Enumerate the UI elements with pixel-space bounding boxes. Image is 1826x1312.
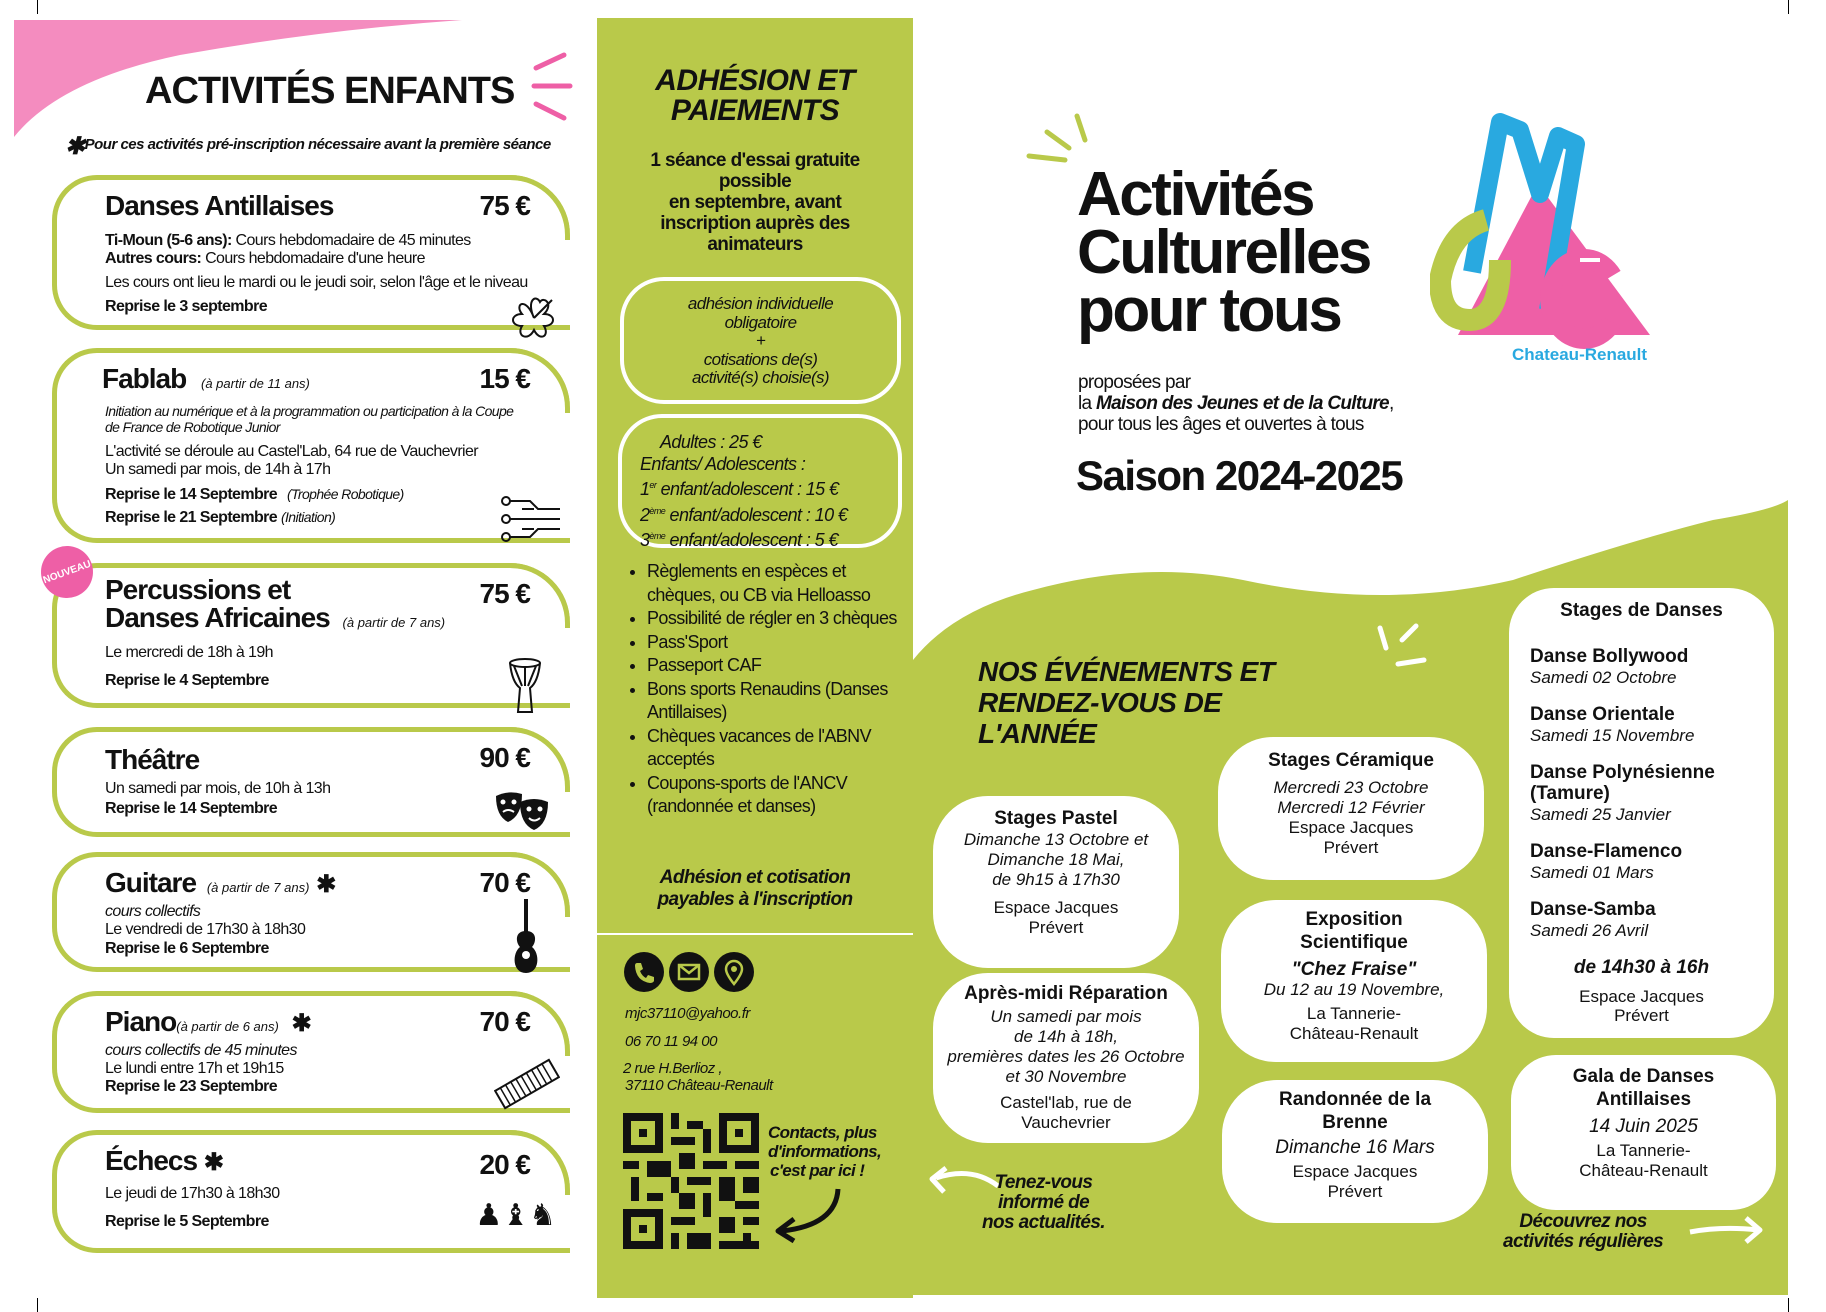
activity-line: Ti-Moun (5-6 ans): Cours hebdomadaire de 45 minutes [105,232,471,249]
djembe-drum-icon [508,658,542,714]
chess-pieces-icon: ♟♝♞ [475,1199,556,1232]
list-item: • Chèques vacances de l'ABNV acceptés [647,725,903,772]
activity-price: 90 € [479,742,530,773]
stages-danses-card: Stages de Danses Danse Bollywood Samedi 02 Octobre Danse Orientale Samedi 15 Novembre Danse Polynésienne (Tamure) Samedi 25 Janvier Danse-Flamenco Samedi 01 Mars Danse-Samba Samedi 26 Avril de 14h30 à 16h Espace Jacques Prévert [1509,588,1774,1038]
piano-keyboard-icon [494,1056,560,1112]
activity-line: Les cours ont lieu le mardi ou le jeudi soir, selon l'âge et le niveau [105,274,528,291]
activity-card-percussions [52,563,570,708]
activity-price: 15 € [479,363,530,394]
activity-card-piano [52,991,570,1113]
list-item: Danse Bollywood Samedi 02 Octobre [1530,646,1689,687]
activity-title: Théâtre [105,744,200,775]
list-item: • Passeport CAF [647,654,903,678]
activity-line: Le vendredi de 17h30 à 18h30 [105,921,306,938]
asterisk-icon: ✱ [291,1010,311,1037]
contacts-callout: Contacts, plus d'informations, c'est par ici ! [768,1123,882,1180]
list-item: • Coupons-sports de l'ANCV (randonnée et danses) [647,772,903,819]
list-item: • Bons sports Renaudins (Danses Antillaises) [647,678,903,725]
activity-title: Guitare (à partir de 7 ans) ✱ [105,867,336,898]
list-item: • Pass'Sport [647,631,903,655]
hibiscus-flower-icon [506,290,562,346]
list-item: • Possibilité de régler en 3 chèques [647,607,903,631]
activity-line: cours collectifs de 45 minutes [105,1042,297,1059]
membership-pill: adhésion individuelle obligatoire + cotisations de(s) activité(s) choisie(s) [620,277,901,404]
payment-note: Adhésion et cotisation payables à l'inscription [657,867,853,910]
activity-line: Le lundi entre 17h et 19h15 [105,1060,284,1077]
activity-description: de France de Robotique Junior [105,419,280,435]
crop-mark [1788,1298,1789,1312]
activity-price: 75 € [479,578,530,609]
activity-title: Danses Antillaises [105,190,334,221]
list-item: Danse Orientale Samedi 15 Novembre [1530,704,1695,745]
circuit-icon [500,493,562,545]
qr-code[interactable] [623,1113,759,1249]
activity-card-echecs [52,1130,570,1253]
discover-activities-note: Découvrez nos activités régulières [1503,1211,1664,1252]
activity-price: 75 € [479,190,530,221]
activity-title: Piano(à partir de 6 ans) ✱ [105,1006,311,1037]
section-title: ADHÉSION ET PAIEMENTS [655,64,855,127]
activity-card-guitare [52,852,570,972]
reprise-date: Reprise le 3 septembre [105,298,267,315]
preinscription-note: ✱Pour ces activités pré-inscription nécessaire avant la première séance [65,133,551,160]
sparkle-lines-icon [1368,622,1428,688]
sparkle-lines-icon [1025,108,1095,168]
reprise-date: Reprise le 5 Septembre [105,1213,269,1230]
activity-line: cours collectifs [105,903,201,920]
activity-description: Initiation au numérique et à la programmation ou participation à la Coupe [105,403,514,419]
event-card-apres-midi-reparation: Après-midi Réparation Un samedi par mois de 14h à 18h, premières dates les 26 Octobre et 30 Novembre Castel'lab, rue de Vauchevrier [933,973,1199,1143]
curved-arrow-icon [770,1185,845,1245]
activity-price: 70 € [479,1006,530,1037]
activity-line: Le mercredi de 18h à 19h [105,644,273,661]
event-card-gala-danses: Gala de Danses Antillaises 14 Juin 2025 La Tannerie- Château-Renault [1511,1055,1776,1210]
activity-title: Fablab (à partir de 11 ans) [102,363,310,394]
events-title: NOS ÉVÉNEMENTS ET RENDEZ-VOUS DE L'ANNÉE [978,656,1275,749]
crop-mark [37,1298,38,1312]
reprise-date: Reprise le 4 Septembre [105,672,269,689]
pricing-pill: Adultes : 25 € Enfants/ Adolescents : 1er enfant/adolescent : 15 € 2ème enfant/adolescent : 10 € 3ème enfant/adolescent : 5 € [618,414,902,548]
list-item: • Règlements en espèces et chèques, ou CB via Helloasso [647,560,903,607]
activity-line: Un samedi par mois, de 10h à 13h [105,780,331,797]
phone-icon [624,952,664,992]
activity-line: L'activité se déroule au Castel'Lab, 64 rue de Vauchevrier [105,443,479,460]
address: 2 rue H.Berlioz , 37110 Château-Renault [623,1060,773,1094]
section-title: ACTIVITÉS ENFANTS [145,70,515,112]
divider [597,933,913,935]
reprise-date: Reprise le 23 Septembre [105,1078,278,1095]
list-item: Danse-Samba Samedi 26 Avril [1530,899,1656,940]
mjc-logo [1430,110,1660,370]
activity-line: Autres cours: Cours hebdomadaire d'une heure [105,250,425,267]
arrow-right-icon [1686,1214,1766,1248]
asterisk-icon: ✱ [203,1149,223,1176]
reprise-date: Reprise le 6 Septembre [105,940,269,957]
event-card-stages-ceramique: Stages Céramique Mercredi 23 Octobre Mercredi 12 Février Espace Jacques Prévert [1218,737,1484,880]
reprise-date: Reprise le 21 Septembre (Initiation) [105,509,336,526]
activity-title: Échecs ✱ [105,1145,223,1176]
reprise-date: Reprise le 14 Septembre [105,800,278,817]
trial-note: 1 séance d'essai gratuite possible en septembre, avant inscription auprès des animateurs [650,150,860,255]
email-link[interactable]: mjc37110@yahoo.fr [625,1005,750,1022]
crop-mark [1788,0,1789,14]
nouveau-badge: NOUVEAU [34,539,101,606]
logo-city: Chateau-Renault [1512,345,1648,364]
asterisk-icon: ✱ [316,871,336,898]
phone-number: 06 70 11 94 00 [625,1033,717,1050]
emphasis-lines-icon [528,50,574,122]
activity-card-danses-antillaises [52,175,570,330]
activity-line: Un samedi par mois, de 14h à 17h [105,461,331,478]
activity-title: Danses Africaines (à partir de 7 ans) [105,602,446,633]
event-card-stages-pastel: Stages Pastel Dimanche 13 Octobre et Dimanche 18 Mai, de 9h15 à 17h30 Espace Jacques Prévert [933,796,1179,968]
list-item: Danse Polynésienne (Tamure) Samedi 25 Janvier [1530,762,1715,824]
reprise-date: Reprise le 14 Septembre (Trophée Robotique) [105,486,404,503]
page-title: Activités Culturelles pour tous [1077,160,1370,345]
stay-informed-note: Tenez-vous informé de nos actualités. [982,1172,1105,1233]
activity-card-fablab [52,348,570,543]
subtitle: proposées par la Maison des Jeunes et de la Culture, pour tous les âges et ouvertes à tous [1078,372,1394,435]
payment-options-list [623,560,903,819]
activity-title: Percussions et [105,574,291,605]
event-card-exposition-scientifique: Exposition Scientifique "Chez Fraise" Du 12 au 19 Novembre, La Tannerie- Château-Renault [1221,900,1487,1062]
activity-card-theatre [52,727,570,837]
activity-line: Le jeudi de 17h30 à 18h30 [105,1185,280,1202]
guitar-icon [510,899,542,975]
mail-icon [669,952,709,992]
asterisk-icon: ✱ [65,133,85,160]
location-pin-icon [714,952,754,992]
theatre-masks-icon [494,790,550,834]
list-item: Danse-Flamenco Samedi 01 Mars [1530,841,1683,882]
activity-price: 70 € [479,867,530,898]
activity-price: 20 € [479,1149,530,1180]
event-card-randonnee-brenne: Randonnée de la Brenne Dimanche 16 Mars Espace Jacques Prévert [1222,1080,1488,1223]
season-title: Saison 2024-2025 [1076,452,1403,499]
